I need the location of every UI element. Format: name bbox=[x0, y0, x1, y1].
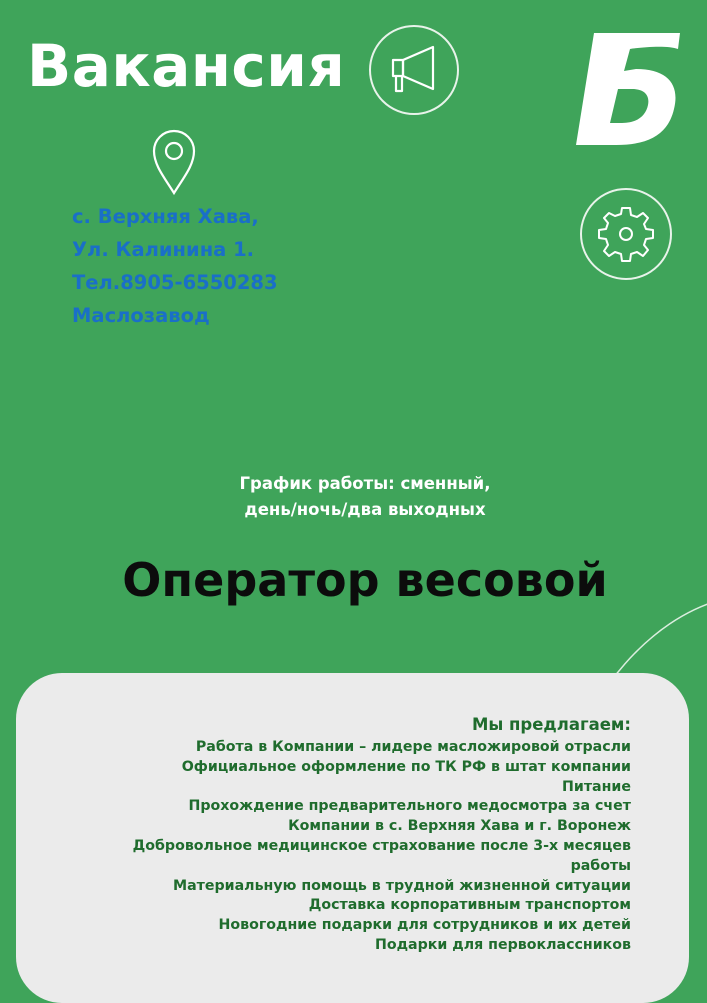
workplace-name: Маслозавод bbox=[72, 304, 210, 327]
offer-item: Официальное оформление по ТК РФ в штат компании bbox=[181, 758, 631, 775]
offer-item: Подарки для первоклассников bbox=[374, 936, 631, 953]
offer-item: работы bbox=[570, 857, 631, 874]
offer-list bbox=[0, 712, 631, 956]
schedule-line: График работы: сменный, bbox=[239, 474, 491, 493]
address-block bbox=[72, 200, 278, 332]
gear-icon bbox=[580, 188, 672, 280]
offer-item: Работа в Компании – лидере масложировой отрасли bbox=[195, 739, 631, 755]
address-line: с. Верхняя Хава, bbox=[72, 205, 259, 228]
offer-item: Питание bbox=[562, 778, 631, 795]
address-line: Ул. Калинина 1. bbox=[72, 238, 255, 261]
schedule-line: день/ночь/два выходных bbox=[244, 500, 486, 519]
offer-item: Прохождение предварительного медосмотра за счет bbox=[188, 798, 631, 815]
offer-item: Доставка корпоративным транспортом bbox=[308, 897, 631, 914]
offer-heading: Мы предлагаем: bbox=[471, 715, 631, 734]
offer-item: Новогодние подарки для сотрудников и их детей bbox=[218, 917, 631, 934]
offer-item: Добровольное медицинское страхование после 3-х месяцев bbox=[132, 837, 631, 854]
work-schedule bbox=[0, 471, 707, 523]
brand-logo bbox=[572, 27, 684, 151]
megaphone-icon bbox=[369, 25, 459, 115]
job-title: Оператор весовой bbox=[122, 553, 608, 607]
offer-item: Материальную помощь в трудной жизненной ситуации bbox=[172, 877, 631, 894]
page-title: Вакансия bbox=[27, 32, 346, 100]
location-pin-icon bbox=[148, 125, 200, 197]
phone-number: Тел.8905-6550283 bbox=[72, 271, 278, 294]
offer-item: Компании в с. Верхняя Хава и г. Воронеж bbox=[288, 818, 631, 835]
